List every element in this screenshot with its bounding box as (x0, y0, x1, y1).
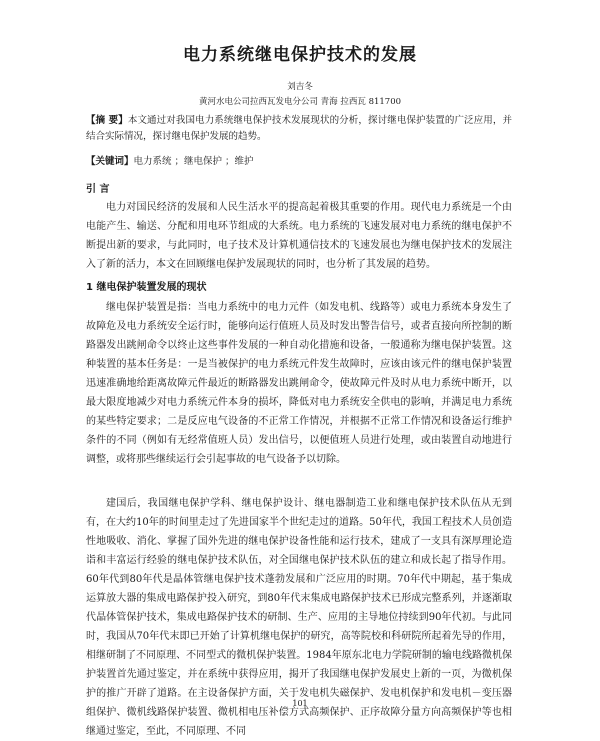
abstract-label: 【摘 要】 (86, 115, 128, 126)
abstract-block (86, 113, 512, 145)
keywords-block (86, 153, 512, 167)
section-1-paragraph-2: 建国后，我国继电保护学科、继电保护设计、继电器制造工业和继电保护技术队伍从无到有，在大约10年的时间里走过了先进国家半个世纪走过的道路。50年代，我国工程技术人员创造性地吸收、消化、掌握了国外先进的继电保护设备性能和运行技术，建成了一支具有深厚理论造诣和丰富运行经验的继电保护技术队伍，对全国继电保护技术队伍的建立和成长起了指导作用。60年代到80年代是晶体管继电保护技术蓬勃发展和广泛应用的时期。70年代中期起，基于集成运算放大器的集成电路保护投入研究，到80年代末集成电路保护技术已形成完整系列，并逐渐取代晶体管保护技术，集成电路保护技术的研制、生产、应用的主导地位持续到90年代初。与此同时，我国从70年代末即已开始了计算机继电保护的研究，高等院校和科研院所起着先导的作用，相继研制了不同原理、不同型式的微机保护装置。1984年原东北电力学院研制的输电线路微机保护装置首先通过鉴定，并在系统中获得应用，揭开了我国继电保护发展史上新的一页，为微机保护的推广开辟了道路。在主设备保护方面，关于发电机失磁保护、发电机保护和发电机－变压器组保护、微机线路保护装置、微机相电压补偿方式高频保护、正序故障分量方向高频保护等也相继通过鉴定，至此，不同原理、不同 (86, 498, 512, 737)
section-1-heading: 1 继电保护装置发展的现状 (86, 282, 207, 293)
page-number: 101 (292, 699, 308, 708)
keywords-label: 【关键词】 (86, 156, 134, 167)
author-name: 刘吉冬 (287, 82, 313, 92)
paper-title: 电力系统继电保护技术的发展 (183, 45, 417, 65)
author-affiliation: 黄河水电公司拉西瓦发电分公司 青海 拉西瓦 811700 (198, 97, 402, 107)
intro-heading: 引 言 (86, 184, 110, 195)
keywords-text: 电力系统 ；继电保护 ；维护 (133, 156, 254, 167)
intro-paragraph: 电力对国民经济的发展和人民生活水平的提高起着极其重要的作用。现代电力系统是一个由电能产生、输送、分配和用电环节组成的大系统。电力系统的飞速发展对电力系统的继电保护不断提出新的要求，与此同时，电子技术及计算机通信技术的飞速发展也为继电保护技术的发展注入了新的活力，本文在回顾继电保护发展现状的同时，也分析了其发展的趋势。 (86, 202, 512, 270)
section-1-paragraph-1: 继电保护装置是指：当电力系统中的电力元件（如发电机、线路等）或电力系统本身发生了故障危及电力系统安全运行时，能够向运行值班人员及时发出警告信号，或者直接向所控制的断路器发出跳闸命令以终止这些事件发展的一种自动化措施和设备，一般通称为继电保护装置。这种装置的基本任务是：一是当被保护的电力系统元件发生故障时，应该由该元件的继电保护装置迅速准确地给距离故障元件最近的断路器发出跳闸命令，使故障元件及时从电力系统中断开，以最大限度地减少对电力系统元件本身的损坏，降低对电力系统安全供电的影响，并满足电力系统的某些特定要求；二是反应电气设备的不正常工作情况，并根据不正常工作情况和设备运行维护条件的不同（例如有无经常值班人员）发出信号，以便值班人员进行处理，或由装置自动地进行调整，或将那些继续运行会引起事故的电气设备予以切除。 (86, 302, 512, 465)
abstract-text: 本文通过对我国电力系统继电保护技术发展现状的分析，探讨继电保护装置的广泛应用，并结合实际情况，探讨继电保护发展的趋势。 (86, 115, 512, 142)
